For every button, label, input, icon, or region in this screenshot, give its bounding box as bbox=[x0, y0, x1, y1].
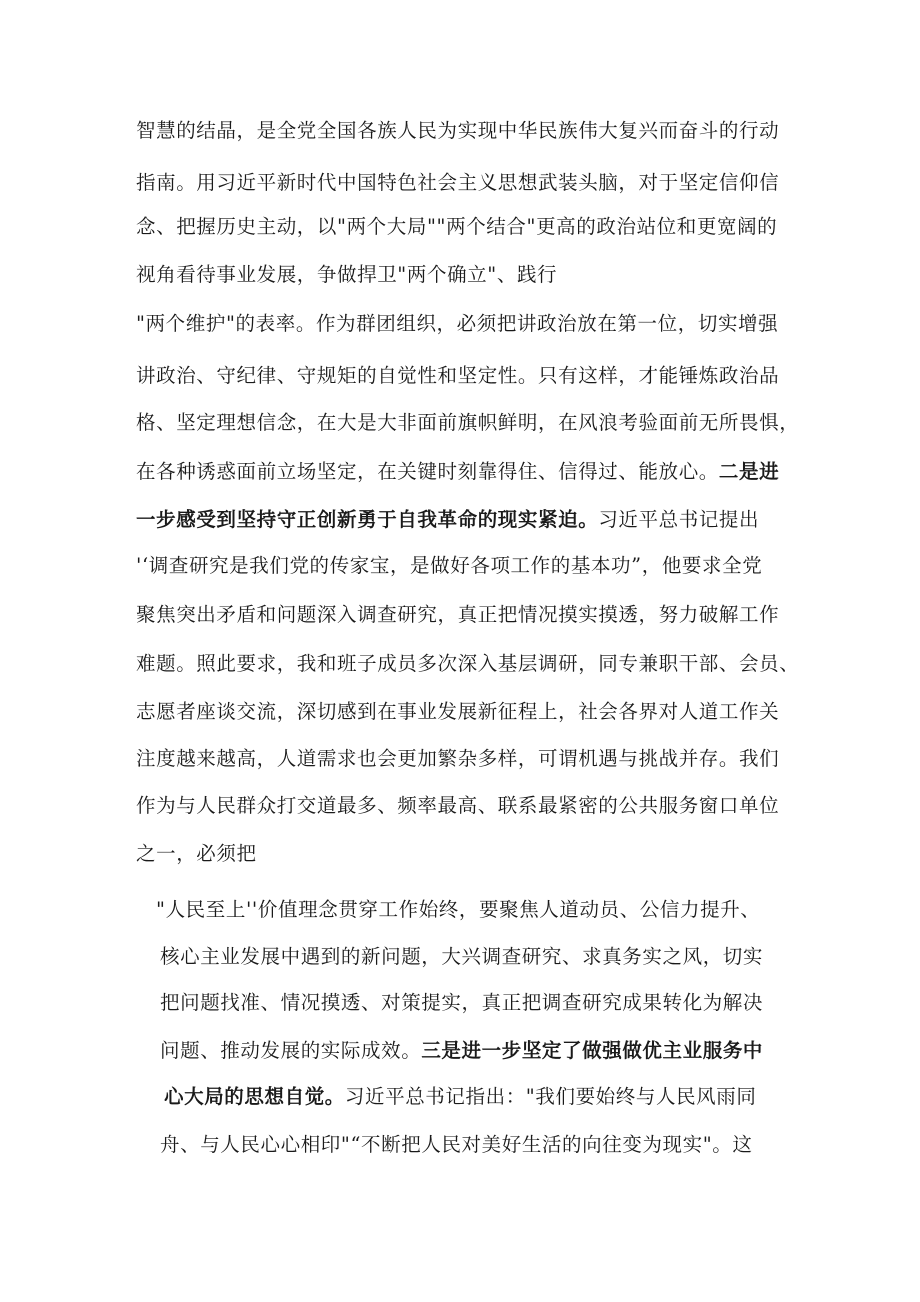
text-segment: 念、把握历史主动，以"两个大局""两个结合"更高的政治站位和更宽阔的 bbox=[136, 215, 778, 238]
text-line bbox=[136, 363, 779, 389]
text-line bbox=[164, 1084, 756, 1110]
text-line bbox=[136, 170, 779, 196]
text-line bbox=[136, 410, 799, 436]
text-line bbox=[136, 746, 779, 772]
text-line bbox=[136, 699, 779, 725]
text-segment-bold: 二是进 bbox=[718, 460, 780, 483]
text-line bbox=[136, 553, 762, 579]
text-segment: 难题。照此要求，我和班子成员多次深入基层调研，同专兼职干部、会员、 bbox=[136, 652, 800, 675]
text-line bbox=[160, 1038, 763, 1064]
text-segment: 视角看待事业发展，争做捍卫"两个确立"、践行 bbox=[136, 263, 558, 286]
text-line bbox=[156, 897, 760, 923]
text-segment-bold: 三是进一步坚定了做强做优主业服务中 bbox=[421, 1039, 764, 1062]
text-line bbox=[136, 214, 777, 240]
text-segment: 习近平总书记指出："我们要始终与人民风雨同 bbox=[344, 1085, 757, 1108]
text-line bbox=[136, 602, 779, 628]
text-segment-bold: 一步感受到坚持守正创新勇于自我革命的现实紧迫。 bbox=[136, 508, 599, 531]
text-segment: 在各种诱惑面前立场坚定，在关键时刻靠得住、信得过、能放心。 bbox=[136, 460, 719, 483]
text-line bbox=[136, 459, 779, 485]
text-segment: 习近平总书记提出 bbox=[598, 508, 760, 531]
text-segment-bold: 心大局的思想自觉。 bbox=[164, 1085, 345, 1108]
text-line bbox=[136, 262, 557, 288]
text-line bbox=[136, 651, 799, 677]
text-segment: 讲政治、守纪律、守规矩的自觉性和坚定性。只有这样，才能锤炼政治品 bbox=[136, 364, 780, 387]
text-segment: 舟、与人民心心相印"“不断把人民对美好生活的向往变为现实"。这 bbox=[160, 1133, 753, 1156]
text-segment: 格、坚定理想信念，在大是大非面前旗帜鲜明，在风浪考验面前无所畏惧， bbox=[136, 411, 800, 434]
text-segment: 聚焦突出矛盾和问题深入调查研究，真正把情况摸实摸透，努力破解工作 bbox=[136, 603, 780, 626]
text-segment: '‘调查研究是我们党的传家宝，是做好各项工作的基本功”，他要求全党 bbox=[136, 554, 763, 577]
text-line bbox=[136, 507, 759, 533]
text-segment: "两个维护"的表率。作为群团组织，必须把讲政治放在第一位，切实增强 bbox=[136, 312, 779, 335]
text-line bbox=[136, 311, 778, 337]
text-segment: 志愿者座谈交流，深切感到在事业发展新征程上，社会各界对人道工作关 bbox=[136, 700, 780, 723]
text-segment: 作为与人民群众打交道最多、频率最高、联系最紧密的公共服务窗口单位 bbox=[136, 794, 780, 817]
text-segment: 智慧的结晶，是全党全国各族人民为实现中华民族伟大复兴而奋斗的行动 bbox=[136, 119, 780, 142]
text-segment: 指南。用习近平新时代中国特色社会主义思想武装头脑，对于坚定信仰信 bbox=[136, 171, 780, 194]
text-line bbox=[160, 1132, 753, 1158]
text-line bbox=[160, 990, 763, 1016]
text-line bbox=[136, 118, 779, 144]
text-segment: 把问题找准、情况摸透、对策提实，真正把调查研究成果转化为解决 bbox=[160, 991, 764, 1014]
text-line bbox=[160, 944, 763, 970]
text-segment: 问题、推动发展的实际成效。 bbox=[160, 1039, 422, 1062]
text-segment: 注度越来越高，人道需求也会更加繁杂多样，可谓机遇与挑战并存。我们 bbox=[136, 747, 780, 770]
text-line bbox=[136, 793, 779, 819]
text-segment: 核心主业发展中遇到的新问题，大兴调查研究、求真务实之风，切实 bbox=[160, 945, 764, 968]
text-line bbox=[136, 841, 257, 867]
text-segment: "人民至上''价值理念贯穿工作始终，要聚焦人道动员、公信力提升、 bbox=[156, 898, 761, 921]
text-segment: 之一，必须把 bbox=[136, 842, 257, 865]
